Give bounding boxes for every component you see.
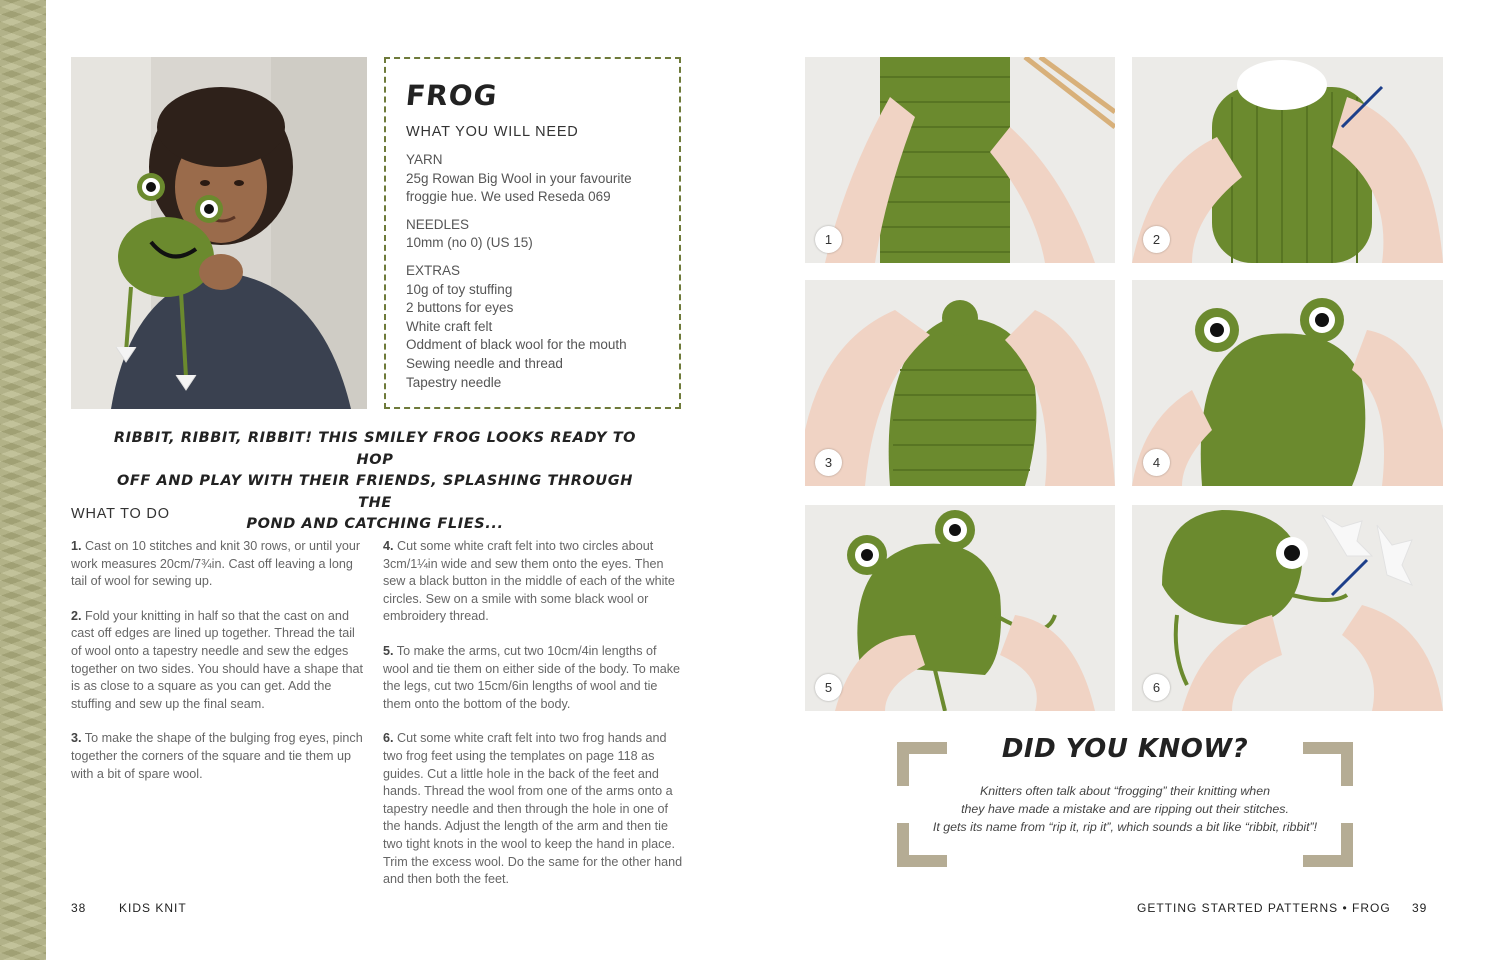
step-photo-number: 6	[1143, 674, 1170, 701]
requirement-group	[406, 262, 661, 392]
requirement-group-heading: EXTRAS	[406, 262, 461, 278]
step-photo-number: 4	[1143, 449, 1170, 476]
intro-line: POND AND CATCHING FLIES...	[246, 516, 504, 532]
requirements-heading: WHAT YOU WILL NEED	[406, 124, 579, 140]
step-6: 6. Cut some white craft felt into two frog hands and two frog feet using the templates on page 118 as guides. Cut a little hole in the back of the feet and hands. Thread the wool from one of the arms onto a tapestry needle and then through the hole in one of the hands. Adjust the length of the arm and then tie two tight knots in the wool to keep the hand in place. Trim the excess wool. Do the same for the other hand and then both the feet.	[383, 731, 683, 887]
requirement-item: 2 buttons for eyes	[406, 300, 514, 316]
requirement-item: 25g Rowan Big Wool in your favourite	[406, 170, 632, 186]
step-photo-4	[1132, 280, 1443, 486]
step-photo-3	[805, 280, 1115, 486]
requirements-list	[406, 151, 661, 392]
step-5: 5. To make the arms, cut two 10cm/4in lengths of wool and tie them on either side of the body. To make the legs, cut two 15cm/6in lengths of wool and tie them onto the bottom of the body.	[383, 643, 681, 711]
requirements-box	[384, 57, 681, 409]
requirement-group-heading: NEEDLES	[406, 216, 470, 232]
step-photo-1	[805, 57, 1115, 263]
book-title-footer: KIDS KNIT	[119, 901, 187, 915]
requirement-item: 10g of toy stuffing	[406, 281, 513, 297]
page-number-right: 39	[1412, 901, 1428, 915]
requirement-item: Tapestry needle	[406, 374, 502, 390]
requirement-item: Oddment of black wool for the mouth	[406, 337, 627, 353]
step-1: 1. Cast on 10 stitches and knit 30 rows, or until your work measures 20cm/7¾in. Cast off leaving a long tail of wool for sewing up.	[71, 539, 361, 589]
step-photo-6	[1132, 505, 1443, 711]
steps-column-right	[383, 538, 683, 906]
step-2: 2. Fold your knitting in half so that the cast on and cast off edges are lined up together. Thread the tail of wool onto a tapestry needle and sew the edges together on two sides. You should have a shape that is as close to a square as you can get. Add the stuffing and sew up the final seam.	[71, 608, 363, 711]
hero-photo-child-with-frog	[71, 57, 367, 409]
step-photo-number: 3	[815, 449, 842, 476]
requirement-item: froggie hue. We used Reseda 069	[406, 189, 611, 205]
did-you-know-line: they have made a mistake and are ripping out their stitches.	[961, 802, 1289, 816]
intro-line: RIBBIT, RIBBIT, RIBBIT! THIS SMILEY FROG LOOKS READY TO HOP	[113, 430, 637, 468]
step-photo-2	[1132, 57, 1443, 263]
step-photo-number: 1	[815, 226, 842, 253]
step-photo-number: 2	[1143, 226, 1170, 253]
step-4: 4. Cut some white craft felt into two circles about 3cm/1¼in wide and sew them onto the eyes. Then sew a black button in the middle of each of the white circles. Sew on a smile with some black wool or embroidery thread.	[383, 539, 675, 624]
pattern-title: FROG	[404, 79, 500, 112]
did-you-know-text	[921, 782, 1329, 836]
requirement-item: 10mm (no 0) (US 15)	[406, 235, 533, 251]
step-3: 3. To make the shape of the bulging frog eyes, pinch together the corners of the square and tie them up with a bit of spare wool.	[71, 731, 363, 781]
did-you-know-title: DID YOU KNOW?	[1001, 734, 1249, 764]
knit-texture-border	[0, 0, 46, 960]
intro-text	[100, 428, 650, 536]
intro-line: OFF AND PLAY WITH THEIR FRIENDS, SPLASHING THROUGH THE	[116, 473, 634, 511]
page-number-left: 38	[71, 901, 87, 915]
did-you-know-line: It gets its name from “rip it, rip it”, which sounds a bit like “ribbit, ribbit”!	[932, 820, 1318, 834]
did-you-know-box	[897, 734, 1353, 867]
step-photo-5	[805, 505, 1115, 711]
steps-column-left	[71, 538, 366, 800]
requirement-group-heading: YARN	[406, 152, 443, 167]
requirement-item: White craft felt	[406, 318, 493, 334]
what-to-do-heading: WHAT TO DO	[71, 506, 170, 522]
step-photo-number: 5	[815, 674, 842, 701]
chapter-title-footer: GETTING STARTED PATTERNS • FROG	[1137, 901, 1391, 915]
requirement-group	[406, 216, 661, 253]
requirement-group	[406, 151, 661, 207]
requirement-item: Sewing needle and thread	[406, 355, 563, 371]
did-you-know-line: Knitters often talk about “frogging” their knitting when	[980, 784, 1270, 798]
